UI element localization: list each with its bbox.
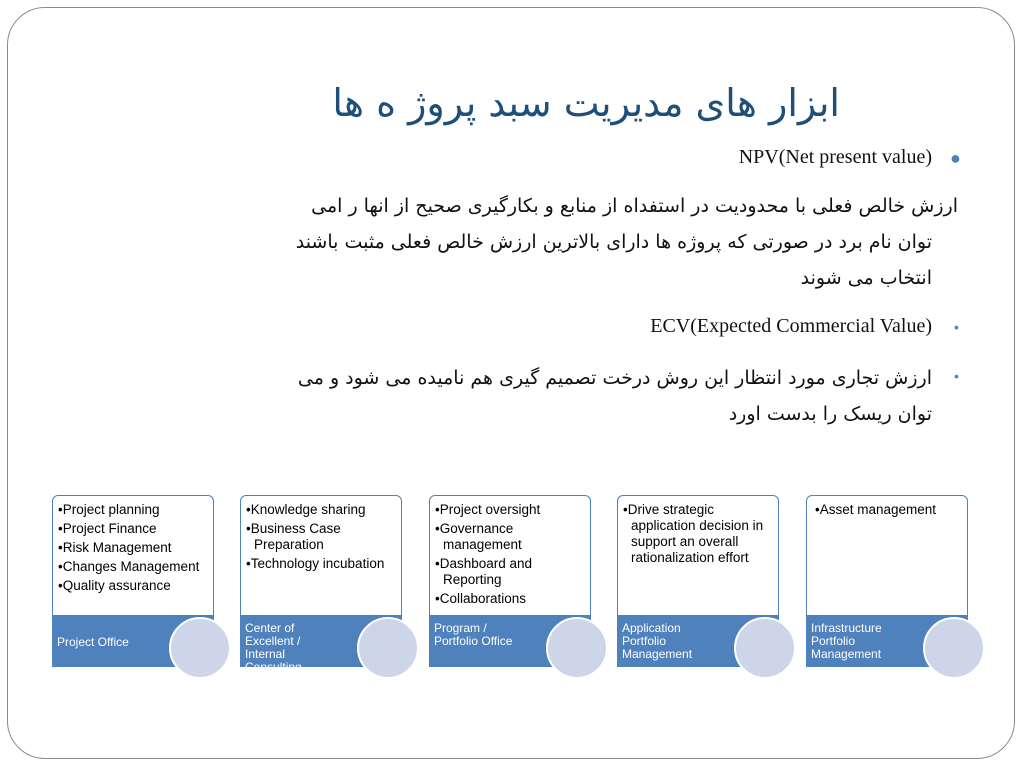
box-label-text: Infrastructure Portfolio Management [811,621,882,661]
box-project-office [52,495,214,667]
list-item: • Asset management [815,502,963,518]
circle-decoration [734,617,796,679]
text-line: توان ریسک را بدست اورد [728,403,932,425]
text-line: انتخاب می شوند [800,267,932,289]
box-center-of-excellent [240,495,402,674]
list-item: • Quality assurance [58,578,209,594]
bullet-ecv-text: ECV(Expected Commercial Value) [650,315,932,337]
bullet-dot: • [954,368,959,384]
box-item-list [53,496,213,594]
box-label-text: Project Office [57,635,129,649]
text-line: ارزش خالص فعلی با محدودیت در استفداه از منابع و بکارگیری صحیح از انها ر امی [311,195,958,217]
bullet-dot: ● [950,148,961,168]
box-item-list [430,496,590,607]
circle-decoration [169,617,231,679]
list-item: • Collaborations [435,591,586,607]
circle-decoration [546,617,608,679]
circle-decoration [357,617,419,679]
box-label-text: Center of Excellent / Internal Consulting [245,621,302,674]
bullet-npv-description [78,188,958,296]
list-item: • Project oversight [435,502,586,518]
box-label-text: Program / Portfolio Office [434,621,513,648]
list-item: • Dashboard and Reporting [435,556,586,588]
list-item: • Technology incubation [246,556,397,572]
portfolio-boxes [52,495,982,685]
box-item-list [807,496,967,518]
text-line: توان نام برد در صورتی که پروژه ها دارای بالاترین ارزش خالص فعلی مثبت باشند [295,231,932,253]
slide-title: ابزار های مدیریت سبد پروژ ه ها [332,81,840,125]
list-item: • Governance management [435,521,586,553]
bullet-dot: • [954,319,959,335]
list-item: • Project planning [58,502,209,518]
list-item: • Business Case Preparation [246,521,397,553]
box-application-portfolio [617,495,779,667]
box-item-list [241,496,401,572]
box-item-list [618,496,778,566]
text-line: ارزش تجاری مورد انتظار این روش درخت تصمیم گیری هم نامیده می شود و می [297,367,932,389]
list-item: • Changes Management [58,559,209,575]
box-label-text: Application Portfolio Management [622,621,693,661]
bullet-npv-text: NPV(Net present value) [738,146,932,168]
box-program-portfolio-office [429,495,591,667]
circle-decoration [923,617,985,679]
list-item: • Knowledge sharing [246,502,397,518]
list-item: • Drive strategic application decision in support an overall rationalization effort [623,502,774,566]
box-infrastructure-portfolio [806,495,968,667]
list-item: • Project Finance [58,521,209,537]
list-item: • Risk Management [58,540,209,556]
